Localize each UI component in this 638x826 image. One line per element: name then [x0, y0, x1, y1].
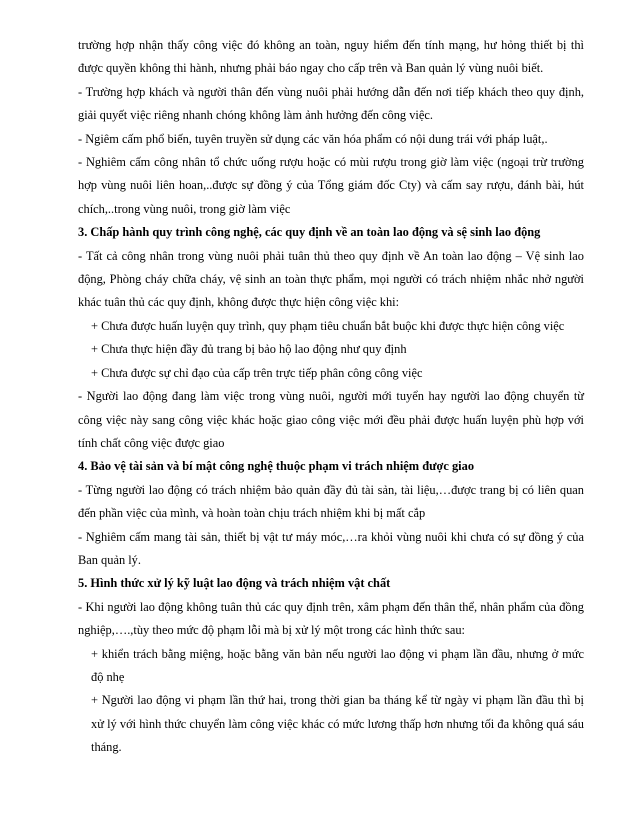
list-item-second-violation: + Người lao động vi phạm lần thứ hai, trong thời gian ba tháng kể từ ngày vi phạm lần đầu thì bị xử lý với hình thức chuyển làm công việc khác có mức lương thấp hơn nhưng tối đa không quá sáu tháng.: [91, 693, 584, 755]
paragraph-continuation: trường hợp nhận thấy công việc đó không an toàn, nguy hiểm đến tính mạng, hư hỏng thiết bị thì được quyền không thi hành, nhưng phải báo ngay cho cấp trên và Ban quản lý vùng nuôi biết.: [78, 38, 584, 76]
list-item-training: + Chưa được huấn luyện quy trình, quy phạm tiêu chuẩn bắt buộc khi được thực hiện công việc: [91, 318, 565, 333]
list-item-protective-gear: + Chưa thực hiện đầy đủ trang bị bảo hộ lao động như quy định: [91, 342, 407, 357]
list-item-supervisor-direction: + Chưa được sự chỉ đạo của cấp trên trực tiếp phân công công việc: [91, 365, 423, 380]
section-heading-5: 5. Hình thức xử lý kỹ luật lao động và trách nhiệm vật chất: [78, 576, 391, 591]
section-heading-4: 4. Bảo vệ tài sản và bí mật công nghệ thuộc phạm vi trách nhiệm được giao: [78, 459, 475, 474]
section-heading-3: 3. Chấp hành quy trình công nghệ, các quy định về an toàn lao động và sệ sinh lao động: [78, 225, 541, 240]
paragraph-propaganda-ban: - Ngiêm cấm phổ biến, tuyên truyền sử dụng các văn hóa phẩm có nội dung trái với pháp luật,.: [78, 131, 548, 146]
paragraph-asset-responsibility: - Từng người lao động có trách nhiệm bảo quản đầy đủ tài sản, tài liệu,…được trang bị có liên quan đến phần việc của mình, và hoàn toàn chịu trách nhiệm khi bị mất cắp: [78, 482, 584, 521]
paragraph-alcohol-ban: - Nghiêm cấm công nhân tổ chức uống rượu hoặc có mùi rượu trong giờ làm việc (ngoại trừ trường hợp vùng nuôi liên hoan,..được sự đồng ý của Tổng giám đốc Cty) và cấm say rượu, đánh bài, hút chích,..trong vùng nuôi, trong giờ làm việc: [78, 155, 584, 216]
paragraph-asset-removal-ban: - Nghiêm cấm mang tài sản, thiết bị vật tư máy móc,…ra khỏi vùng nuôi khi chưa có sự đồng ý của Ban quản lý.: [78, 529, 584, 567]
document-page: [78, 34, 584, 760]
paragraph-new-worker-training: - Người lao động đang làm việc trong vùng nuôi, người mới tuyển hay người lao động chuyển từ công việc này sang công việc khác hoặc giao công việc mới đều phải được huấn luyện phù hợp với tính chất công việc được giao: [78, 389, 584, 450]
list-item-reprimand: + khiển trách bằng miệng, hoặc bằng văn bản nếu người lao động vi phạm lần đầu, nhưng ở mức độ nhẹ: [91, 646, 584, 684]
paragraph-safety-compliance: - Tất cả công nhân trong vùng nuôi phải tuân thủ theo quy định về An toàn lao động – Vệ sinh lao động, Phòng cháy chữa cháy, vệ sinh an toàn thực phẩm, mọi người có trách nhiệm nhắc nhở người khác tuân thủ các quy định, không được thực hiện công việc khi:: [78, 248, 584, 310]
paragraph-discipline-intro: - Khi người lao động không tuân thủ các quy định trên, xâm phạm đến thân thể, nhân phẩm của đồng nghiệp,….,tùy theo mức độ phạm lỗi mà bị xử lý một trong các hình thức sau:: [78, 599, 584, 638]
paragraph-visitors-rule: - Trường hợp khách và người thân đến vùng nuôi phải hướng dẫn đến nơi tiếp khách theo quy định, giải quyết việc riêng nhanh chóng không làm ảnh hưởng đến công việc.: [78, 84, 584, 123]
